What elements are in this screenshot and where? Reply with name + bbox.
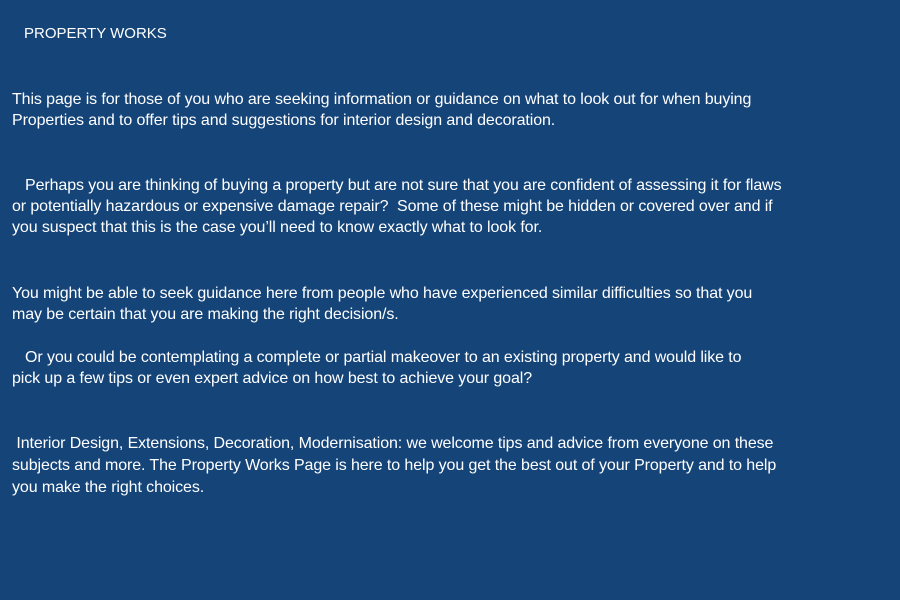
paragraph-line: You might be able to seek guidance here from people who have experienced similar difficulties so that you	[12, 285, 753, 302]
paragraph-line: This page is for those of you who are seeking information or guidance on what to look out for when buying	[12, 91, 752, 108]
paragraph-line: or potentially hazardous or expensive damage repair? Some of these might be hidden or covered over and if	[12, 198, 773, 215]
paragraph-line: Perhaps you are thinking of buying a property but are not sure that you are confident of assessing it for flaws	[12, 177, 782, 194]
paragraph-line: may be certain that you are making the right decision/s.	[12, 306, 399, 323]
paragraph-line: pick up a few tips or even expert advice on how best to achieve your goal?	[12, 370, 533, 387]
paragraph-line: you suspect that this is the case you’ll need to know exactly what to look for.	[12, 219, 543, 236]
paragraph-line: subjects and more. The Property Works Page is here to help you get the best out of your Property and to help	[12, 457, 777, 474]
paragraph-line: Or you could be contemplating a complete or partial makeover to an existing property and would like to	[12, 349, 742, 366]
page-title: PROPERTY WORKS	[24, 25, 167, 42]
paragraph-line: Properties and to offer tips and suggestions for interior design and decoration.	[12, 112, 556, 129]
paragraph-line: Interior Design, Extensions, Decoration, Modernisation: we welcome tips and advice from everyone on these	[12, 435, 774, 452]
paragraph-line: you make the right choices.	[12, 479, 205, 496]
